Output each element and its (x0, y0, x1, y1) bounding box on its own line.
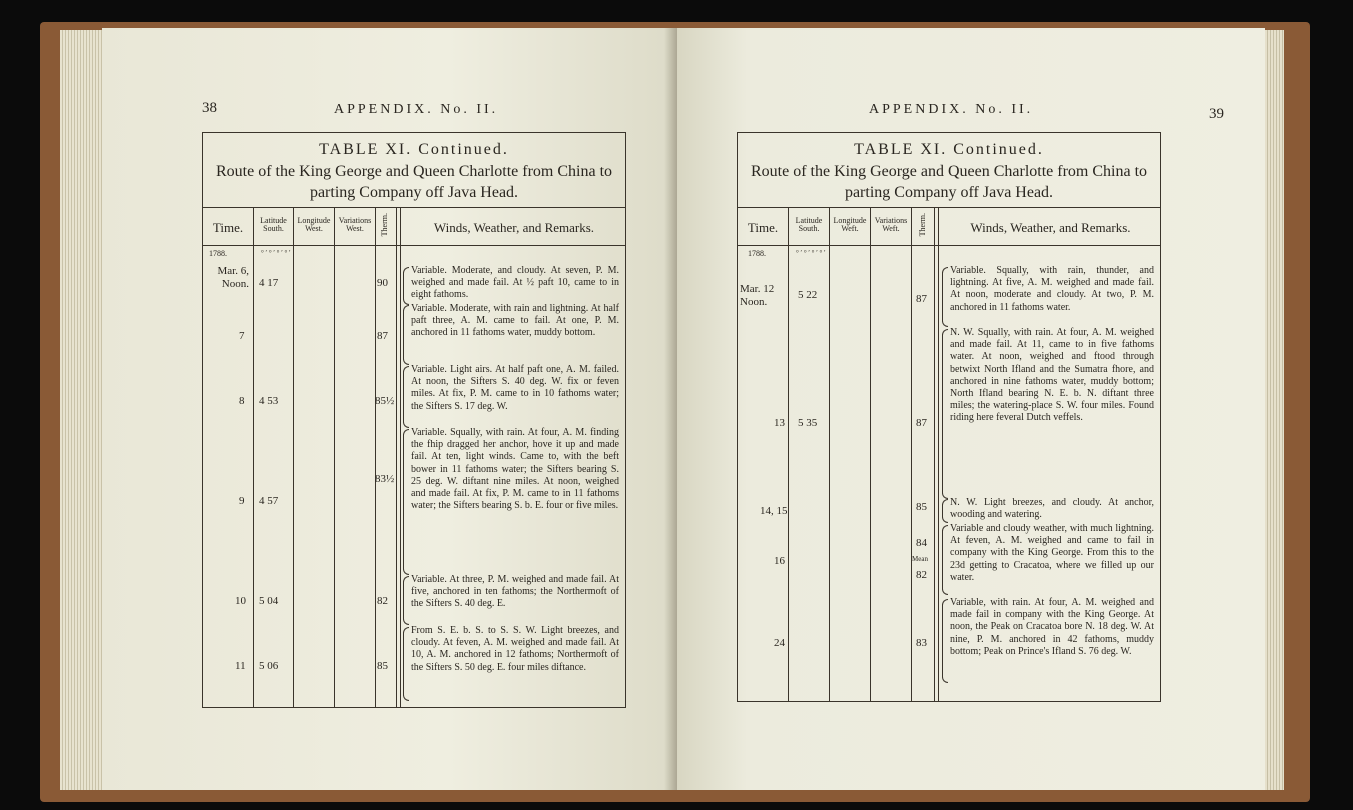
mean-label: Mean (912, 555, 928, 563)
row-therm: 85 (377, 660, 388, 672)
col-header-latitude: Latitude South. (260, 216, 287, 234)
row-time: Mar. 12 Noon. (740, 283, 775, 308)
col-header-time: Time. (212, 220, 244, 235)
row-remarks: Variable and cloudy weather, with much lightning. At feven, A. M. weighed and came to fail in company with the King George. From this to the 23d getting to Cracatoa, where we filled up our water. (950, 523, 1154, 583)
right-page (677, 28, 1265, 790)
page-number: 39 (1209, 106, 1224, 122)
table-subtitle-2: parting Company off Java Head. (844, 184, 1054, 201)
row-latitude: 4 57 (259, 495, 279, 507)
row-time: 11 (235, 660, 246, 672)
row-time: 7 (239, 330, 245, 342)
row-remarks: Variable. Light airs. At half paft one, A. M. failed. At noon, the Sifters S. 40 deg. W. fix or feven miles. At fix, P. M. came to in 10 fathoms water; the Sifters S. 17 deg. W. (411, 364, 619, 412)
col-header-therm: Therm. (918, 213, 927, 237)
table-subtitle: Route of the King George and Queen Charlotte from China to (750, 163, 1148, 180)
row-therm: 85 (916, 501, 927, 513)
col-header-therm: Therm. (380, 213, 389, 237)
units-row: ° ′ ° ′ ° ′ ° ′ (261, 249, 291, 257)
col-header-variations: Variations West. (338, 216, 372, 234)
row-remarks: Variable. Squally, with rain. At four, A. M. finding the fhip dragged her anchor, hove it up and made fail. At ten, light winds. Came to, with the beft bower in 11 fathoms water; the Sifters bearing S. 25 deg. W. diftant nine miles. At noon, weighed and made fail. At fix, P. M. came to in 11 fathoms water; the Sifters bearing S. b. E. four or five miles. (411, 427, 619, 512)
row-remarks: N. W. Squally, with rain. At four, A. M. weighed and made fail. At 11, came to in five fathoms water. At noon, weighed and ftood through betwixt North Ifland and the Sumatra fhore, and anchored in nine fathoms water, muddy bottom; North Ifland bearing N. E. b. N. diftant three miles; the watering-place S. W. four miles. Found riding here feveral Dutch veffels. (950, 327, 1154, 424)
col-header-latitude: Latitude South. (795, 216, 823, 234)
row-remarks: Variable. Squally, with rain, thunder, and lightning. At five, A. M. weighed and made fail. At noon, moderate and cloudy. At two, P. M. anchored in 11 fathoms water. (950, 265, 1154, 313)
row-time: 10 (235, 595, 246, 607)
row-remarks: Variable. At three, P. M. weighed and made fail. At five, anchored in ten fathoms; the Northermoft of the Sifters S. 40 deg. E. (411, 574, 619, 610)
col-header-time: Time. (747, 220, 779, 235)
row-therm: 85½ (375, 395, 395, 407)
row-time: 8 (239, 395, 245, 407)
col-header-longitude: Longitude West. (297, 216, 331, 234)
row-remarks: Variable. Moderate, and cloudy. At seven, P. M. weighed and made fail. At ½ paft 10, came to in eight fathoms. (411, 265, 619, 301)
page-edges-right (1262, 30, 1284, 790)
page-edges-left (60, 30, 108, 790)
row-therm: 82 (377, 595, 388, 607)
row-therm: 90 (377, 277, 388, 289)
row-remarks: From S. E. b. S. to S. S. W. Light breezes, and cloudy. At feven, A. M. weighed and made fail. At 10, A. M. anchored in 12 fathoms; Northermoft of the Sifters S. 50 deg. E. four miles diftance. (411, 625, 619, 673)
table-subtitle: Route of the King George and Queen Charlotte from China to (215, 163, 613, 180)
row-therm-mean: 82 (916, 569, 927, 581)
row-latitude: 5 06 (259, 660, 279, 672)
row-therm: 83 (916, 637, 927, 649)
units-row: ° ′ ° ′ ° ′ ° ′ (796, 249, 826, 257)
row-therm: 87 (377, 330, 388, 342)
row-time: 9 (239, 495, 245, 507)
row-time: 14, 15 (760, 505, 788, 517)
col-header-longitude: Longitude Weft. (833, 216, 867, 234)
row-therm: 87 (916, 293, 927, 305)
row-remarks: Variable, with rain. At four, A. M. weighed and made fail in company with the King George. At noon, the Peak on Cracatoa bore N. 18 deg. W. At nine, P. M. anchored in 42 fathoms, muddy bottom; Peak on Prince's Ifland S. 76 deg. W. (950, 597, 1154, 657)
row-therm: 84 (916, 537, 927, 549)
page-number: 38 (202, 100, 217, 116)
left-page (102, 28, 677, 790)
row-therm: 87 (916, 417, 927, 429)
row-time: 16 (774, 555, 785, 567)
data-table (737, 132, 1161, 702)
year-label: 1788. (748, 249, 766, 258)
running-head: APPENDIX. No. II. (334, 102, 499, 117)
row-latitude: 4 53 (259, 395, 279, 407)
row-remarks: N. W. Light breezes, and cloudy. At anchor, wooding and watering. (950, 497, 1154, 521)
col-header-remarks: Winds, Weather, and Remarks. (970, 220, 1131, 235)
table-subtitle-2: parting Company off Java Head. (309, 184, 519, 201)
row-time: 13 (774, 417, 785, 429)
row-latitude: 5 35 (798, 417, 818, 429)
row-time: Mar. 6, Noon. (217, 265, 249, 290)
row-latitude: 4 17 (259, 277, 279, 289)
year-label: 1788. (209, 249, 227, 258)
row-therm: 83½ (375, 473, 395, 485)
row-latitude: 5 22 (798, 289, 818, 301)
table-title: TABLE XI. Continued. (319, 141, 509, 158)
col-header-variations: Variations Weft. (874, 216, 908, 234)
row-time: 24 (774, 637, 785, 649)
row-remarks: Variable. Moderate, with rain and lightning. At half paft three, A. M. came to fail. At one, P. M. anchored in 11 fathoms water, muddy bottom. (411, 303, 619, 339)
table-title: TABLE XI. Continued. (854, 141, 1044, 158)
running-head: APPENDIX. No. II. (869, 102, 1034, 117)
data-table (202, 132, 626, 708)
col-header-remarks: Winds, Weather, and Remarks. (433, 220, 595, 235)
row-latitude: 5 04 (259, 595, 279, 607)
